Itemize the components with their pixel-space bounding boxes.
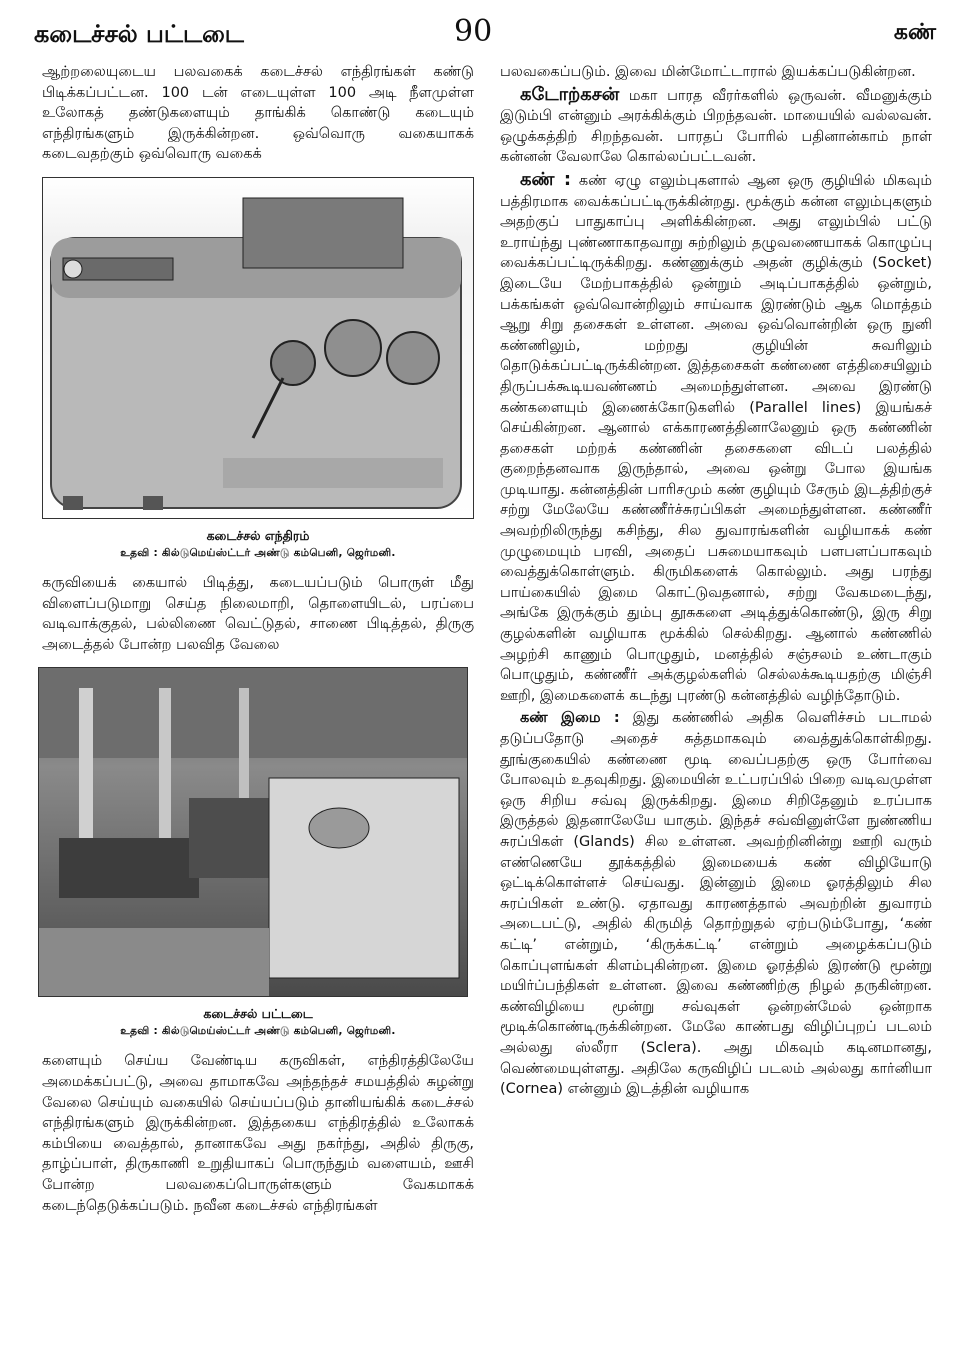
figure-lathe-machine bbox=[42, 177, 474, 561]
figure2-credit: உதவி : கில்டுமெய்ஸ்ட்டர் அண்டு கம்பெனி, ஜெர்மனி. bbox=[120, 1025, 396, 1038]
lathe-machine-photo bbox=[42, 177, 474, 519]
lathe-machine-illustration bbox=[43, 178, 473, 518]
left-middle-paragraph: கருவியைக் கையால் பிடித்து, கடையப்படும் பொருள் மீது விளைப்படுமாறு செய்த நிலைமாறி, தொளையிடல், பரப்பை வடிவாக்குதல், பல்லிணை வெட்டுதல், சாணை பிடித்தல், திருகு அடைத்தல் போன்ற பலவித வேலை bbox=[42, 574, 474, 653]
left-column bbox=[42, 62, 474, 1216]
entry-kadotkajan bbox=[500, 85, 932, 168]
entry-kan bbox=[500, 170, 932, 706]
left-ending-paragraph: களையும் செய்ய வேண்டிய கருவிகள், எந்திரத்திலேயே அமைக்கப்பட்டு, அவை தாமாகவே அந்தந்தச் சமயத்தில் சுழன்று வேலை செய்யும் வகையில் செய்யப்படும் தானியங்கிக் கடைச்சல் எந்திரங்களும் இருக்கின்றன. இத்தகைய எந்திரத்தில் உலோகக் கம்பியை வைத்தால், தானாகவே அது நகர்ந்து, அதில் திருகு, தாழ்ப்பாள், திருகாணி உறுதியாகப் பொருந்தும் வளையம், ஊசி போன்ற பலவகைப்பொருள்களும் வேகமாகக் கடைந்தெடுக்கப்படும். நவீன கடைச்சல் எந்திரங்கள் bbox=[42, 1053, 474, 1214]
entry-kadotkajan-text: மகா பாரத வீரர்களில் ஒருவன். வீமனுக்கும் இடும்பி என்னும் அரக்கிக்கும் பிறந்தவன். மாயையில் வல்லவன். ஒழுக்கத்திற் சிறந்தவன். பாரதப் போரில் பதினான்காம் நாள் கன்னன் வேலாலே கொல்லப்பட்டவன். bbox=[500, 87, 932, 166]
lathe-workshop-photo bbox=[38, 667, 468, 997]
left-intro-paragraph: ஆற்றலையுடைய பலவகைக் கடைச்சல் எந்திரங்கள் கண்டு பிடிக்கப்பட்டன. 100 டன் எடையுள்ள 100 அடி நீளமுள்ள உலோகத் தண்டுகளையும் தாங்கிக் கொண்டு கடையும் எந்திரங்களும் இருக்கின்றன. ஒவ்வொரு வகையாகக் கடைவதற்கும் ஒவ்வொரு வகைக் bbox=[42, 64, 474, 163]
figure1-credit: உதவி : கில்டுமெய்ஸ்ட்டர் அண்டு கம்பெனி, ஜெர்மனி. bbox=[120, 546, 396, 559]
entry-kan-text: கண் ஏழு எலும்புகளால் ஆன ஒரு குழியில் மிகவும் பத்திரமாக வைக்கப்பட்டிருக்கின்றது. மூக்கும் கன்ன எலும்புகளும் அதற்குப் பாதுகாப்பு அளிக்கின்றன. அது எலும்பில் பட்டு உராய்ந்து புண்ணாகாதவாறு சுற்றிலும் தழுவணையாகக் கொழுப்பு வைக்கப்பட்டிருக்கிறது. கண்ணுக்கும் அதன் குழிக்கும் (Socket) இடையே மேற்பாகத்தில் ஒன்றும் அடிப்பாகத்தில் ஒன்றும், பக்கங்கள் ஒவ்வொன்றிலும் சாய்வாக இரண்டும் ஆக மொத்தம் ஆறு சிறு தசைகள் உள்ளன. அவை ஒவ்வொன்றின் ஒரு நுனி கண்ணிலும், மற்றது குழியின் சுவரிலும் தொடுக்கப்பட்டிருக்கின்றன. இத்தசைகள் கண்ணை எத்திசையிலும் திருப்பக்கூடியவண்ணம் அமைந்துள்ளன. அவை இரண்டு கண்களையும் இணைக்கோடுகளில் (Parallel lines) இயங்கச் செய்கின்றன. ஆனால் எக்காரணத்தினாலேனும் ஒரு கண்ணின் தசைகள் மற்றக் கண்ணின் தசைகளை விடப் பலத்தில் குறைந்தனவாக இருந்தால், அவை ஒன்று போல இயங்க முடியாது. கன்னத்தின் பாரிசமும் கண் குழியும் சேரும் இடத்திற்குச் சற்று மேலேயே கண்ணீர்ச்சுரப்பிகள் அமைந்துள்ளன. கண்ணீர் அவற்றிலிருந்து கசிந்து, சில துவாரங்களின் வழியாகக் கண் முழுமையும் பரவி, அதைப் பசுமையாகவும் பளபளப்பாகவும் வைத்துக்கொள்ளும். கிருமிகளைக் கொல்லும். அது பரந்து பாய்கையில் இமை கொட்டுவதனால், சற்று வேகமடைந்து, அங்கே இருக்கும் தும்பு தூசுகளை அடித்துக்கொண்டு, இரு சிறு குழல்களின் வழியாக மூக்கில் செல்கிறது. ஆனால் கண்ணில் அழற்சி காணும் பொழுதும், மனத்தில் சஞ்சலம் உண்டாகும் பொழுதும், கண்ணீர் அக்குழல்களில் செல்லக்கூடியதற்கு மிஞ்சி ஊறி, இமைகளைக் கடந்து புரண்டு கன்னத்தில் வழிந்தோடும். bbox=[500, 172, 933, 704]
entry-eyelid bbox=[500, 708, 932, 1099]
right-column bbox=[500, 62, 932, 1100]
page-number: 90 bbox=[454, 14, 493, 49]
figure-lathe-workshop bbox=[42, 667, 474, 1039]
page-header bbox=[0, 0, 966, 58]
lathe-workshop-illustration bbox=[39, 668, 467, 996]
header-right-title: கண் bbox=[893, 20, 936, 45]
figure2-caption: கடைச்சல் பட்டடை bbox=[203, 1006, 313, 1022]
right-continuation-paragraph: பலவகைப்படும். இவை மின்மோட்டாரால் இயக்கப்படுகின்றன. bbox=[500, 64, 916, 80]
entry-kan-head: கண் : bbox=[520, 168, 572, 190]
header-left-title: கடைச்சல் பட்டடை bbox=[34, 20, 244, 48]
entry-eyelid-head: கண் இமை : bbox=[520, 710, 620, 727]
entry-eyelid-text: இது கண்ணில் அதிக வெளிச்சம் படாமல் தடுப்பதோடு அதைச் சுத்தமாகவும் வைத்துக்கொள்கிறது. தூங்குகையில் கண்ணை மூடி வைப்பதற்கு ஒரு போர்வை போலவும் உதவுகிறது. இமையின் உட்பரப்பில் பிறை வடிவமுள்ள ஒரு சிறிய சவ்வு இருக்கிறது. இமை சிறிதேனும் உரப்பாக இருத்தல் இதனாலேயே யாகும். இந்தச் சவ்வினுள்ளே நுண்ணிய சுரப்பிகள் (Glands) சில உள்ளன. அவற்றினின்று ஊறி வரும் எண்ணெயே தூக்கத்தில் இமையைக் கண் விழியோடு ஒட்டிக்கொள்ளச் செய்வது. இன்னும் இமை ஓரத்திலும் சில சுரப்பிகள் உண்டு. ஏதாவது காரணத்தால் அவற்றின் துவாரம் அடைபட்டு, அதில் கிருமித் தொற்றுதல் ஏற்படும்போது, ‘கண் கட்டி’ என்றும், ‘கிருக்கட்டி’ என்றும் அழைக்கப்படும் கொப்புளங்கள் கிளம்புகின்றன. இமை ஓரத்தில் இரண்டு மூன்று மயிர்ப்பந்திகள் உள்ளன. இவை கண்ணிற்கு நிழல் தருகின்றன. கண்விழியை மூன்று சவ்வுகள் ஒன்றன்மேல் ஒன்றாக மூடிக்கொண்டிருக்கின்றன. மேலே காண்பது விழிப்புறப் படலம் அல்லது ஸ்லீரா (Sclera). அது மிகவும் கடினமானது, வெண்மையுள்ளது. அதிலே கருவிழிப் படலம் அல்லது கார்னியா (Cornea) என்னும் இடத்தின் வழியாக bbox=[500, 710, 933, 1098]
entry-kadotkajan-head: கடோற்கசன் bbox=[520, 83, 620, 105]
figure1-caption: கடைச்சல் எந்திரம் bbox=[206, 527, 310, 543]
